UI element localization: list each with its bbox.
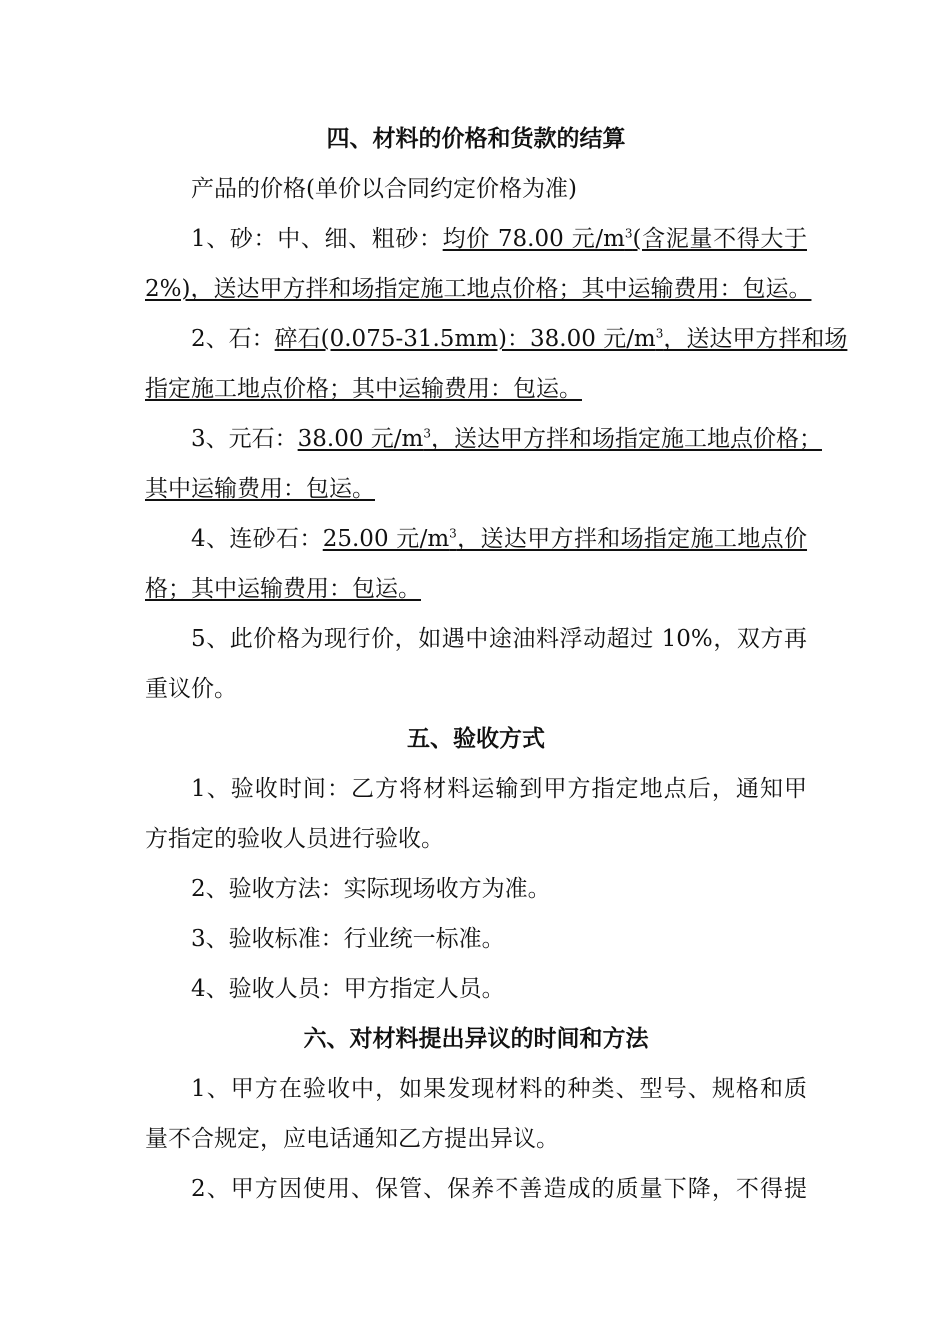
item-sand-note: (含泥量不得大于 — [632, 226, 807, 252]
item-price-clause-continued: 重议价。 — [145, 676, 237, 702]
item-sand-continued — [145, 264, 812, 314]
objection-item-1: 1、甲方在验收中，如果发现材料的种类、型号、规格和质 — [191, 1076, 807, 1102]
item-sand-prefix: 1、砂：中、细、粗砂： — [191, 226, 443, 252]
item-stone-price — [275, 326, 848, 352]
item-yuanshi-prefix: 3、元石： — [191, 426, 298, 452]
acceptance-time: 1、验收时间：乙方将材料运输到甲方指定地点后，通知甲 — [191, 776, 807, 802]
section-5-heading: 五、验收方式 — [407, 725, 545, 752]
item-stone-prefix: 2、石： — [191, 326, 275, 352]
item-lianshashi — [145, 514, 807, 564]
unit-superscript: 3 — [449, 526, 457, 541]
objection-item-1-continued: 量不合规定，应电话通知乙方提出异议。 — [145, 1126, 559, 1152]
item-lianshashi-prefix: 4、连砂石： — [191, 526, 323, 552]
price-intro: 产品的价格(单价以合同约定价格为准) — [191, 176, 577, 202]
acceptance-standard: 3、验收标准：行业统一标准。 — [191, 926, 505, 952]
item-stone-price-text: 碎石(0.075-31.5mm)：38.00 元/m — [274, 326, 656, 352]
item-lianshashi-continued-text: 格；其中运输费用：包运。 — [145, 576, 421, 602]
document-page — [145, 114, 848, 1214]
item-lianshashi-note: ，送达甲方拌和场指定施工地点价 — [456, 526, 808, 552]
item-yuanshi-note: ，送达甲方拌和场指定施工地点价格； — [431, 426, 822, 452]
item-stone-continued — [145, 364, 807, 414]
unit-superscript: 3 — [423, 426, 431, 441]
item-stone — [145, 314, 848, 364]
section-4-heading: 四、材料的价格和货款的结算 — [326, 125, 626, 152]
unit-superscript: 3 — [655, 326, 664, 341]
item-yuanshi-price — [298, 426, 822, 452]
item-yuanshi — [145, 414, 822, 464]
item-yuanshi-price-text: 38.00 元/m — [297, 426, 424, 452]
item-yuanshi-continued-text: 其中运输费用：包运。 — [145, 476, 375, 502]
item-lianshashi-continued — [145, 564, 807, 614]
objection-item-2: 2、甲方因使用、保管、保养不善造成的质量下降，不得提 — [191, 1176, 807, 1202]
item-sand-price-text: 均价 78.00 元/m — [442, 226, 625, 252]
item-sand — [145, 214, 807, 264]
item-sand-price — [443, 226, 807, 252]
acceptance-time-continued: 方指定的验收人员进行验收。 — [145, 826, 444, 852]
unit-superscript: 3 — [624, 226, 633, 241]
item-stone-continued-text: 指定施工地点价格；其中运输费用：包运。 — [145, 376, 582, 402]
item-yuanshi-continued — [145, 464, 807, 514]
section-6-heading: 六、对材料提出异议的时间和方法 — [303, 1025, 649, 1052]
item-lianshashi-price-text: 25.00 元/m — [322, 526, 450, 552]
item-price-clause: 5、此价格为现行价，如遇中途油料浮动超过 10%，双方再 — [191, 626, 807, 652]
acceptance-method: 2、验收方法：实际现场收方为准。 — [191, 876, 551, 902]
acceptance-personnel: 4、验收人员：甲方指定人员。 — [191, 976, 505, 1002]
item-lianshashi-price — [323, 526, 807, 552]
item-stone-note: ，送达甲方拌和场 — [663, 326, 848, 352]
item-sand-continued-text: 2%)，送达甲方拌和场指定施工地点价格；其中运输费用：包运。 — [145, 276, 812, 302]
